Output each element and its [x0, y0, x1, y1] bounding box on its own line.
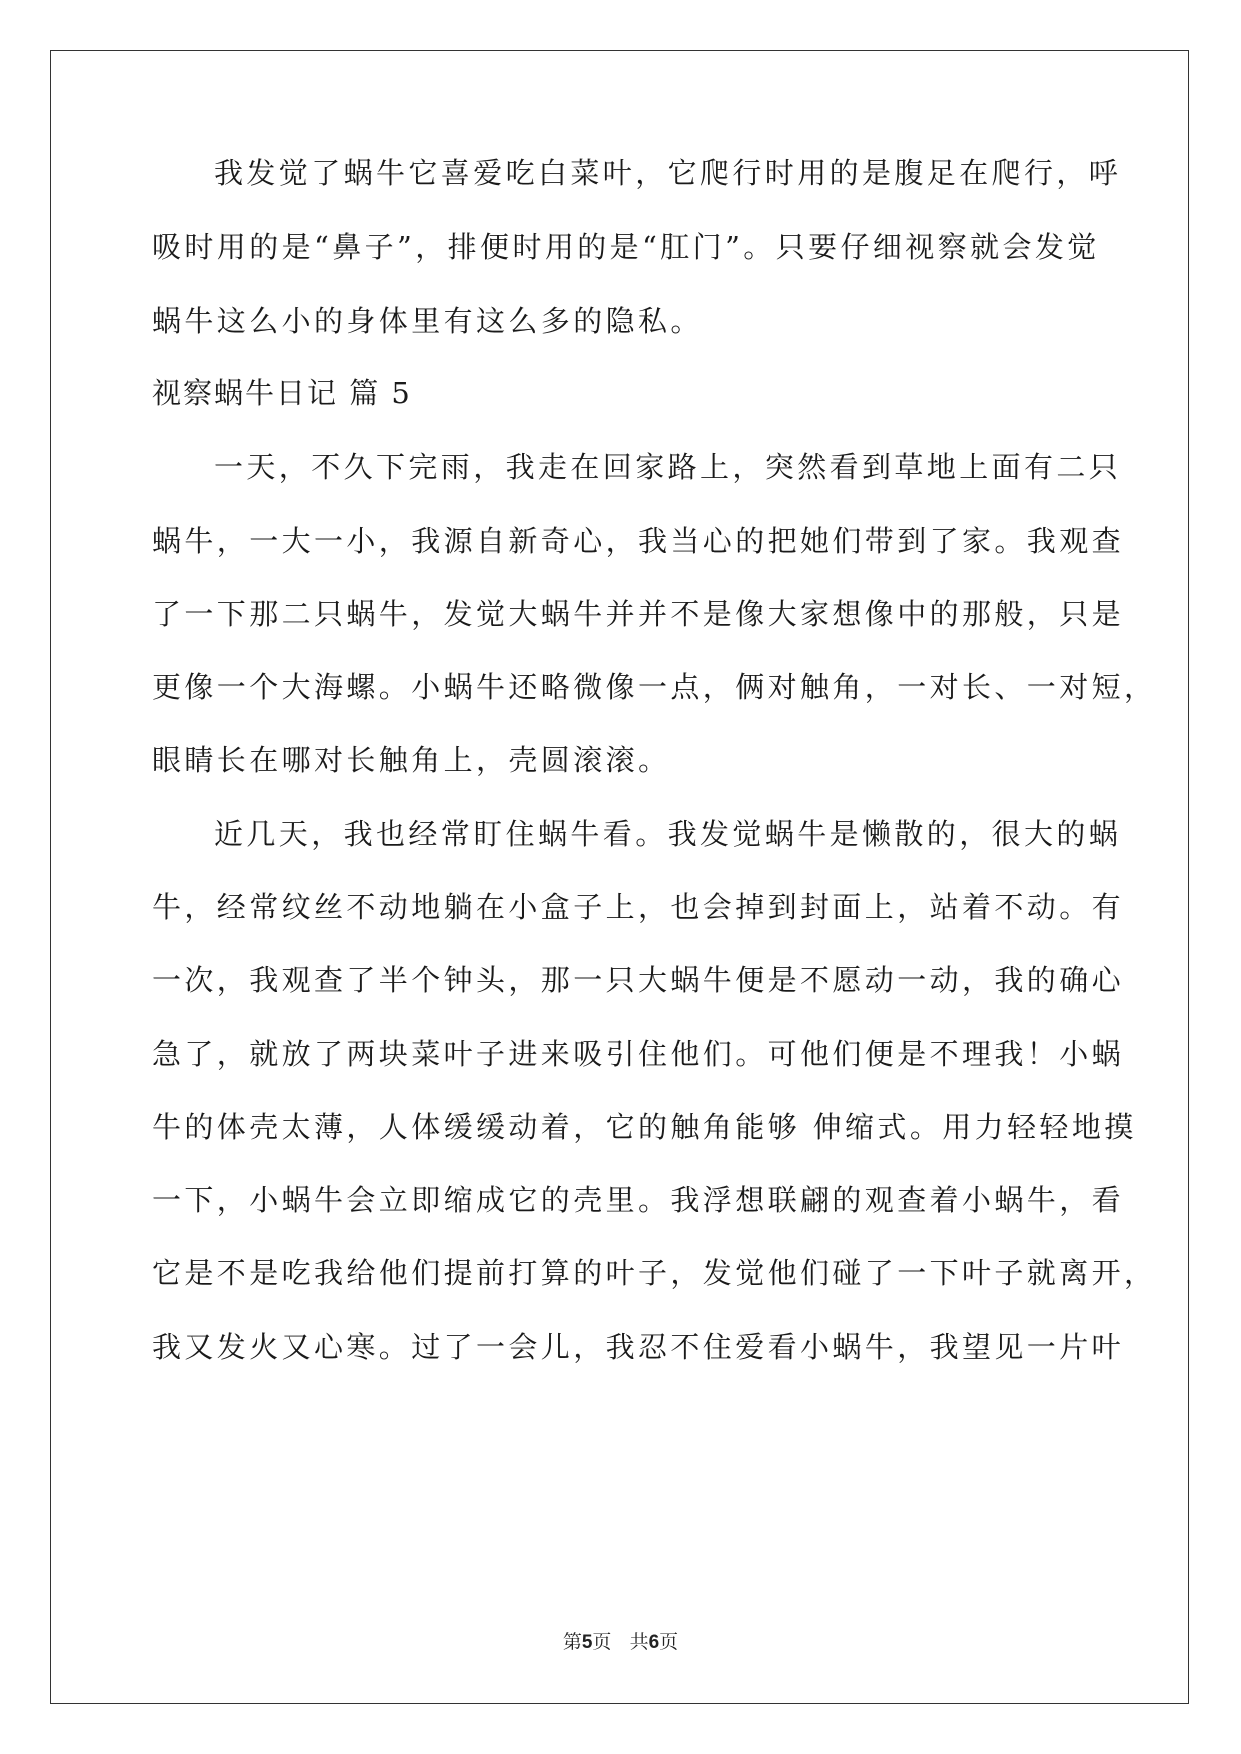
paragraph-line: 我发觉了蜗牛它喜爱吃白菜叶，它爬行时用的是腹足在爬行，呼 — [214, 156, 1122, 190]
paragraph-line: 牛，经常纹丝不动地躺在小盒子上，也会掉到封面上，站着不动。有 — [152, 890, 1125, 924]
footer-total-suffix: 页 — [659, 1631, 679, 1653]
paragraph-line: 蜗牛，一大一小，我源自新奇心，我当心的把她们带到了家。我观查 — [152, 524, 1125, 558]
paragraph-line: 一下，小蜗牛会立即缩成它的壳里。我浮想联翩的观查着小蜗牛，看 — [152, 1183, 1125, 1217]
paragraph-line: 急了，就放了两块菜叶子进来吸引住他们。可他们便是不理我！小蜗 — [152, 1037, 1125, 1071]
paragraph-line: 我又发火又心寒。过了一会儿，我忍不住爱看小蜗牛，我望见一片叶 — [152, 1330, 1125, 1364]
paragraph-line: 蜗牛这么小的身体里有这么多的隐私。 — [152, 304, 703, 338]
paragraph-line: 更像一个大海螺。小蜗牛还略微像一点，俩对触角，一对长、一对短， — [152, 670, 1157, 704]
paragraph-line: 一天，不久下完雨，我走在回家路上，突然看到草地上面有二只 — [214, 450, 1122, 484]
paragraph-line: 一次，我观查了半个钟头，那一只大蜗牛便是不愿动一动，我的确心 — [152, 963, 1125, 997]
paragraph-line: 吸时用的是“鼻子”，排便时用的是“肛门”。只要仔细视察就会发觉 — [152, 230, 1100, 264]
paragraph-line: 牛的体壳太薄，人体缓缓动着，它的触角能够 伸缩式。用力轻轻地摸 — [152, 1110, 1137, 1144]
paragraph-line: 眼睛长在哪对长触角上，壳圆滚滚。 — [152, 743, 671, 777]
footer-page-number: 5 — [581, 1632, 593, 1653]
footer-total-number: 6 — [648, 1632, 660, 1653]
footer-page-prefix: 第 — [562, 1631, 582, 1653]
paragraph-line: 了一下那二只蜗牛，发觉大蜗牛并并不是像大家想像中的那般，只是 — [152, 597, 1125, 631]
footer-total-prefix: 共 — [629, 1631, 649, 1653]
section-heading: 视察蜗牛日记 篇 5 — [152, 376, 412, 410]
page-border — [50, 50, 1189, 1704]
page-footer — [0, 1630, 1241, 1655]
footer-page-suffix: 页 — [592, 1631, 612, 1653]
paragraph-line: 近几天，我也经常盯住蜗牛看。我发觉蜗牛是懒散的，很大的蜗 — [214, 817, 1122, 851]
paragraph-line: 它是不是吃我给他们提前打算的叶子，发觉他们碰了一下叶子就离开， — [152, 1256, 1157, 1290]
